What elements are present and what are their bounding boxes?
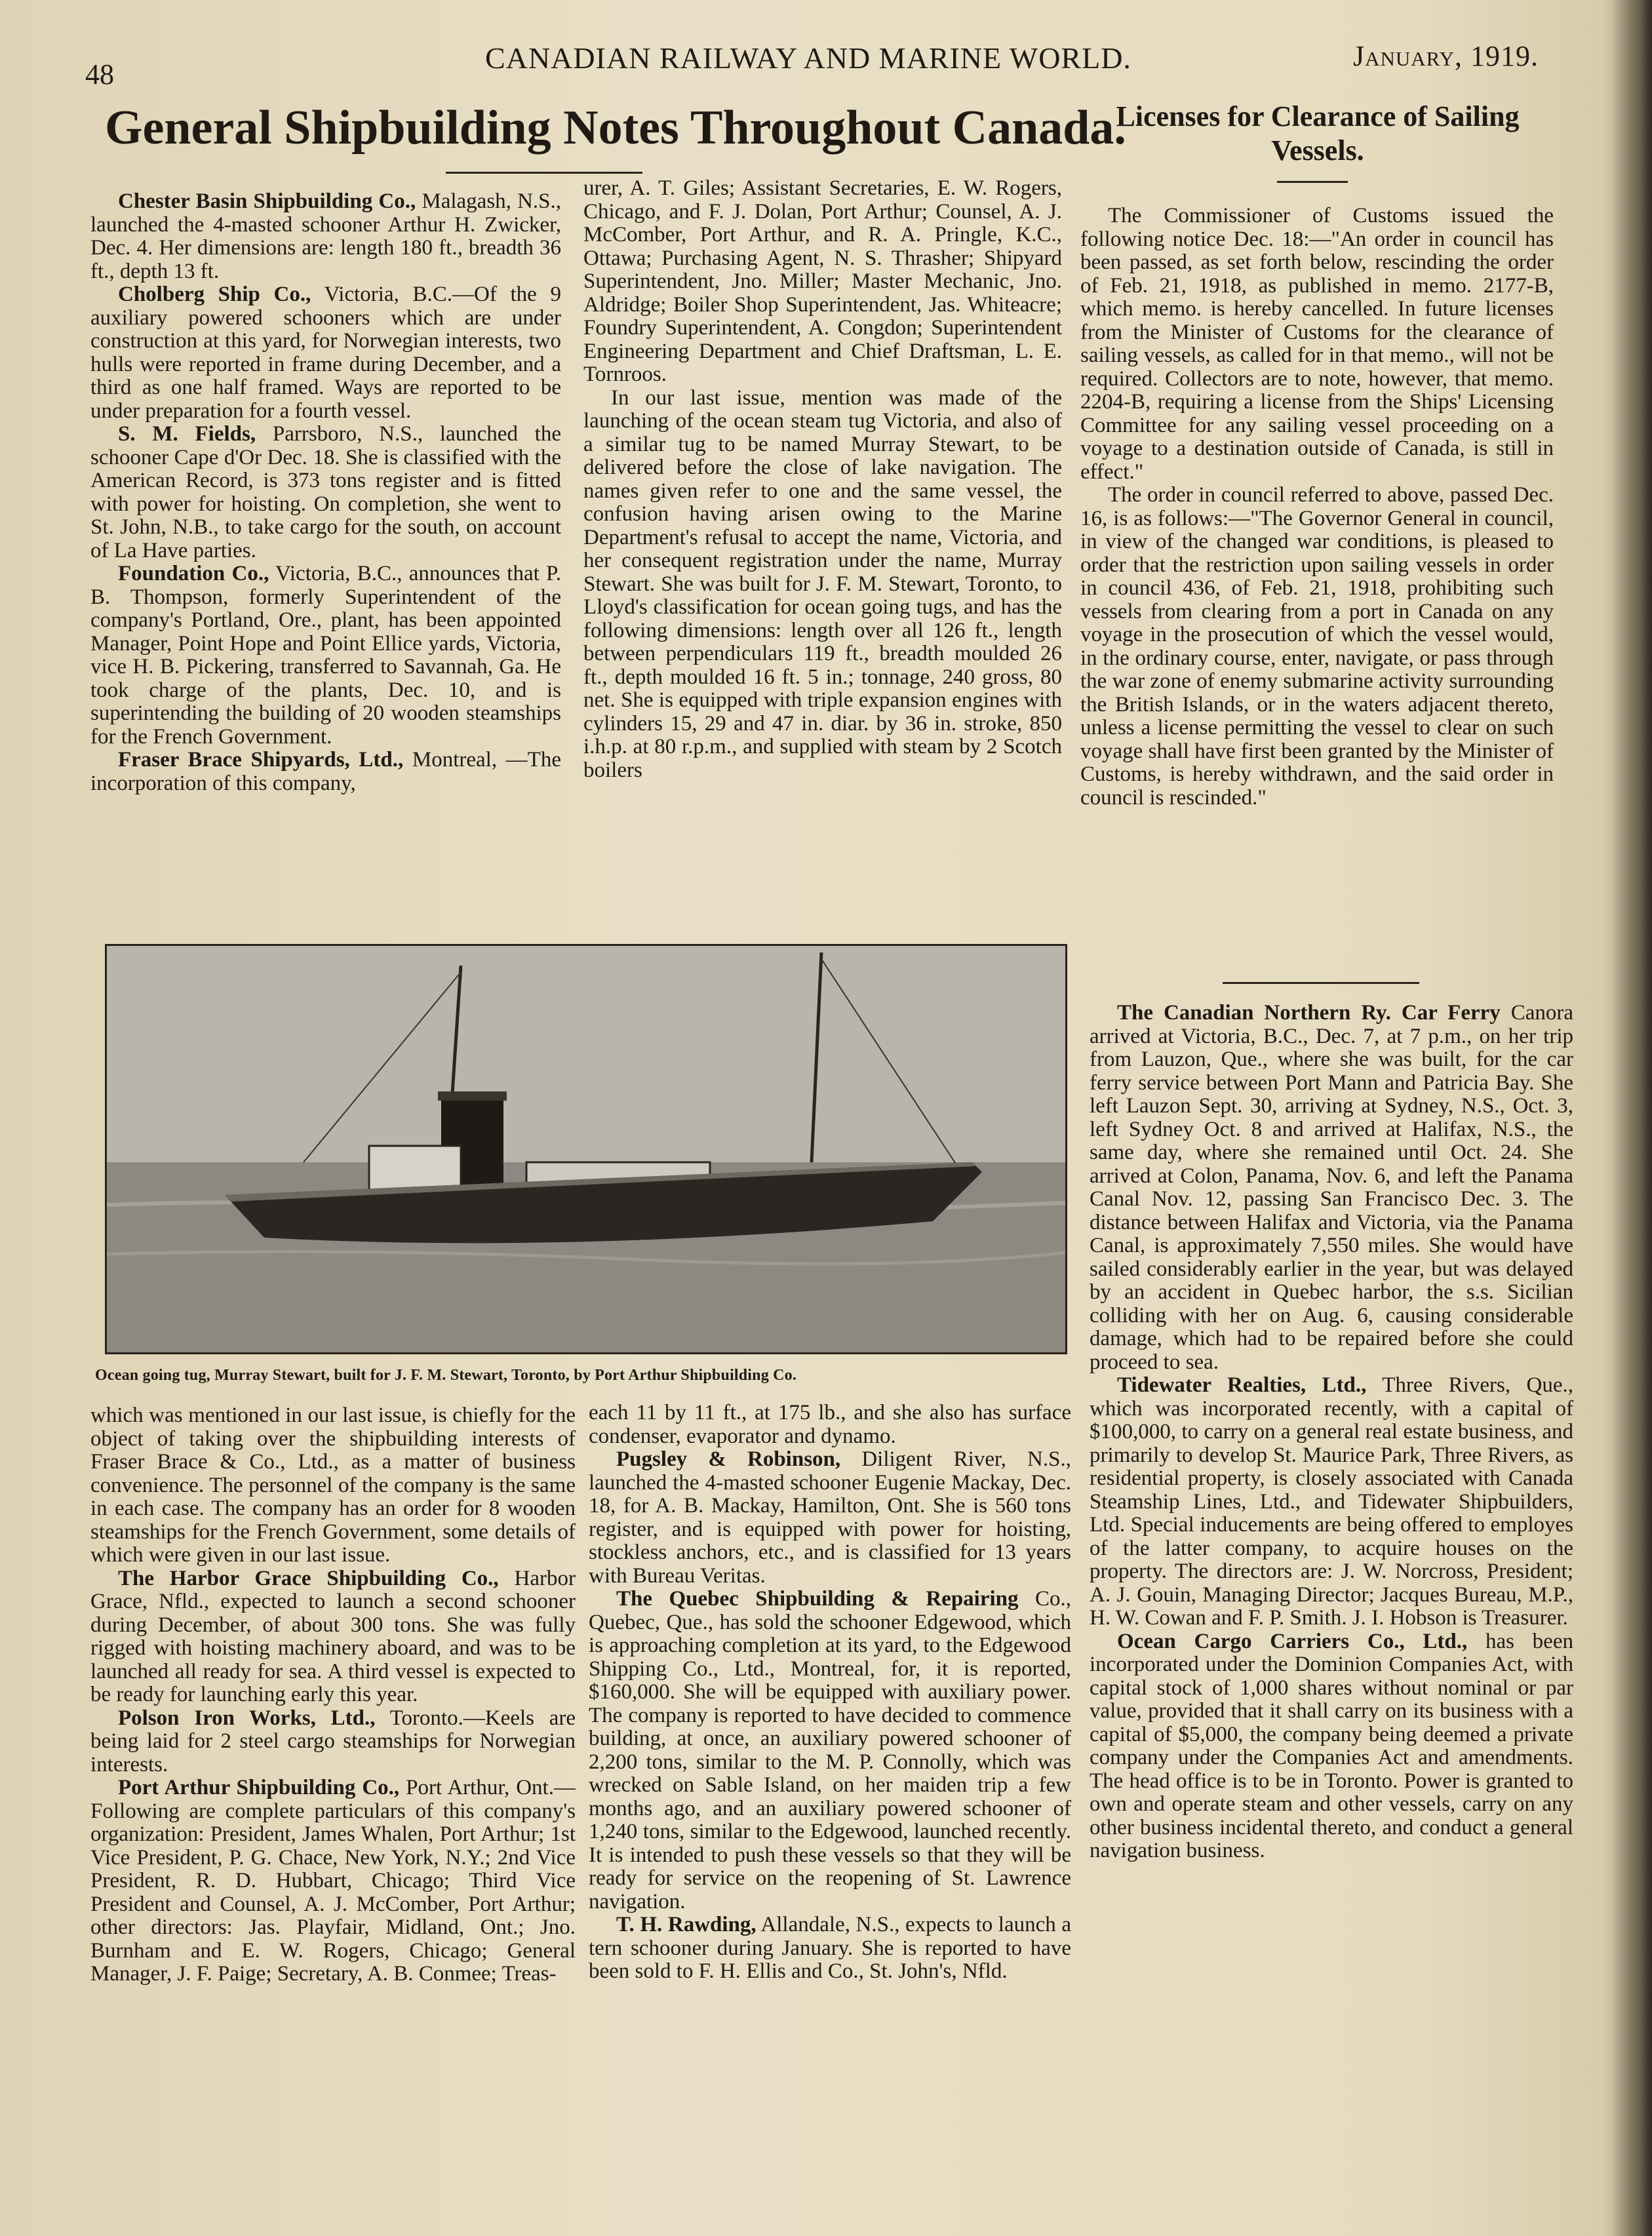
page-number: 48 xyxy=(85,58,114,90)
column-2 xyxy=(583,177,1062,970)
paragraph-text: urer, A. T. Giles; Assistant Secretaries, E. W. Rogers, Chicago, and F. J. Dolan, Port Arthur; Counsel, A. J. McComber, Port Arthur, and R. A. Pringle, K.C., Ottawa; Purchasing Agent, N. S. Thrasher; Shipyard Superintendent, Jno. Miller; Master Mechanic, Jno. Aldridge; Boiler Shop Superintendent, Jas. Whiteacre; Foundry Superintendent, A. Congdon; Superintendent Engineering Department and Chief Draftsman, L. E. Tornroos. xyxy=(583,177,1062,386)
main-article-title: General Shipbuilding Notes Throughout Canada. xyxy=(105,101,1126,155)
paragraph-text: Three Rivers, Que., which was incorporated recently, with a capital of $100,000, to carry on a general real estate business, and primarily to develop St. Maurice Park, Three Rivers, as residential property, is closely associated with Canada Steamship Lines, Ltd., and Tidewater Shipbuilders, Ltd. Special inducements are being offered to employes of the latter company, to acquire houses on the property. The directors are: J. W. Norcross, President; A. J. Gouin, Managing Director; Jacques Bureau, M.P., H. W. Cowan and F. P. Smith. J. I. Hobson is Treasurer. xyxy=(1090,1373,1573,1630)
paragraph xyxy=(589,1402,1071,1448)
paragraph xyxy=(90,423,561,562)
paragraph xyxy=(1090,1002,1573,1374)
paragraph-text: In our last issue, mention was made of the launching of the ocean steam tug Victoria, and also of a similar tug to be named Murray Stewart, to be delivered before the close of lake navigation. The names given refer to one and the same vessel, the confusion having arisen owing to the Marine Department's refusal to accept the name, Victoria, and her consequent registration under the name, Murray Stewart. She was built for J. F. M. Stewart, Toronto, to Lloyd's classification for ocean going tugs, and has the following dimensions: length over all 126 ft., length between perpendiculars 119 ft., breadth moulded 26 ft., depth moulded 16 ft. 5 in.; tonnage, 240 gross, 80 net. She is equipped with triple expansion engines with cylinders 15, 29 and 47 in. diar. by 36 in. stroke, 850 i.h.p. at 80 r.p.m., and supplied with steam by 2 Scotch boilers xyxy=(583,385,1062,782)
paragraph-lead: Fraser Brace Shipyards, Ltd., xyxy=(118,748,404,772)
tug-photograph xyxy=(105,944,1067,1354)
paragraph-lead: Foundation Co., xyxy=(118,562,269,585)
paragraph xyxy=(1090,1630,1573,1863)
paragraph-text: Malagash, N.S., launched the 4-masted schooner Arthur H. Zwicker, Dec. 4. Her dimensions are: length 180 ft., breadth 36 ft., depth 13 ft. xyxy=(90,190,561,283)
paragraph-text: has been incorporated under the Dominion Companies Act, with capital stock of 1,000 shares without nominal or par value, provided that it shall carry on its business with a capital of $5,000, the company being deemed a private company under the Companies Act and amendments. The head office is to be in Toronto. Power is granted to own and operate steam and other vessels, carry on any other business incidental thereto, and conduct a general navigation business. xyxy=(1090,1629,1573,1862)
paragraph-text: which was mentioned in our last issue, is chiefly for the object of taking over the shipbuilding interests of Fraser Brace & Co., Ltd., as a matter of business convenience. The personnel of the company is the same in each case. The company has an order for 8 wooden steamships for the French Government, some details of which were given in our last issue. xyxy=(90,1404,576,1567)
paragraph xyxy=(1080,484,1554,810)
page-edge-shadow xyxy=(1613,0,1652,2236)
issue-date: January, 1919. xyxy=(1353,40,1539,72)
column-4 xyxy=(90,1404,576,2201)
paragraph xyxy=(589,1448,1071,1588)
paragraph-text: Allandale, N.S., expects to launch a tern schooner during January. She is reported to have been sold to F. H. Ellis and Co., St. John's, Nfld. xyxy=(589,1913,1071,1983)
title-divider xyxy=(446,172,642,174)
paragraph-lead: Pugsley & Robinson, xyxy=(616,1447,841,1471)
paragraph xyxy=(589,1913,1071,1984)
paragraph xyxy=(90,1567,576,1707)
column-3 xyxy=(1080,205,1554,971)
column-5 xyxy=(589,1402,1071,2198)
paragraph xyxy=(1080,205,1554,484)
paragraph xyxy=(90,190,561,283)
paragraph-text: Toronto.—Keels are being laid for 2 steel cargo steamships for Norwegian interests. xyxy=(90,1706,576,1776)
paragraph-lead: Chester Basin Shipbuilding Co., xyxy=(118,190,416,213)
paragraph-text: Diligent River, N.S., launched the 4-masted schooner Eugenie Mackay, Dec. 18, for A. B. Mackay, Hamilton, Ont. She is 560 tons register, and is equipped with power for hoisting, stockless anchors, etc., and is classified for 13 years with Bureau Veritas. xyxy=(589,1447,1071,1588)
paragraph-lead: Ocean Cargo Carriers Co., Ltd., xyxy=(1117,1629,1468,1653)
paragraph-text: Port Arthur, Ont.—Following are complete particulars of this company's organization: President, James Whalen, Port Arthur; 1st Vice President, P. G. Chace, New York, N.Y.; 2nd Vice President, R. D. Hubbart, Chicago; Third Vice President and Counsel, A. J. McComber, Port Arthur; other directors: Jas. Playfair, Midland, Ont.; Jno. Burnham and E. W. Rogers, Chicago; General Manager, J. F. Paige; Secretary, A. B. Conmee; Treas- xyxy=(90,1776,576,1986)
paragraph-text: Parrsboro, N.S., launched the schooner Cape d'Or Dec. 18. She is classified with the American Record, is 373 tons register and is fitted with power for hoisting. On completion, she went to St. John, N.B., to take cargo for the south, on account of La Have parties. xyxy=(90,422,561,562)
paragraph-text: each 11 by 11 ft., at 175 lb., and she also has surface condenser, evaporator and dynamo. xyxy=(589,1402,1071,1448)
paragraph-lead: Port Arthur Shipbuilding Co., xyxy=(118,1776,400,1799)
paragraph-text: Victoria, B.C., announces that P. B. Thompson, formerly Superintendent of the company's Portland, Ore., plant, has been appointed Manager, Point Hope and Point Ellice yards, Victoria, vice H. B. Pickering, transferred to Savannah, Ga. He took charge of the plants, Dec. 10, and is superintending the building of 20 wooden steamships for the French Government. xyxy=(90,562,561,749)
side-article-title: Licenses for Clearance of Sailing Vessels. xyxy=(1116,100,1520,167)
paragraph xyxy=(1090,1374,1573,1630)
paragraph-text: Canora arrived at Victoria, B.C., Dec. 7, at 7 p.m., on her trip from Lauzon, Que., where she was built, for the car ferry service between Port Mann and Patricia Bay. She left Lauzon Sept. 30, arriving at Sydney, N.S., Oct. 3, left Sydney Oct. 8 and arrived at Halifax, N.S., the same day, where she remained until Oct. 24. She arrived at Colon, Panama, Nov. 6, and left the Panama Canal Nov. 12, passing San Francisco Dec. 3. The distance between Halifax and Victoria, via the Panama Canal, is approximately 7,550 miles. She would have sailed considerably earlier in the year, but was delayed by an accident in Quebec harbor, the s.s. Sicilian colliding with her on Aug. 6, causing considerable damage, which had to be repaired before she could proceed to sea. xyxy=(1090,1002,1573,1374)
paragraph xyxy=(90,562,561,749)
paragraph-text: Victoria, B.C.—Of the 9 auxiliary powered schooners which are under construction at this yard, for Norwegian interests, two hulls were reported in frame during December, and a third as one half framed. Ways are reported to be under preparation for a fourth vessel. xyxy=(90,283,561,423)
section-divider xyxy=(1223,982,1419,984)
side-title-divider xyxy=(1277,181,1348,183)
paragraph xyxy=(589,1588,1071,1913)
paragraph-lead: Tidewater Realties, Ltd., xyxy=(1117,1373,1367,1397)
paragraph-text: The Commissioner of Customs issued the following notice Dec. 18:—"An order in council has been passed, as set forth below, rescinding the order of Feb. 21, 1918, as published in memo. 2177-B, which memo. is hereby cancelled. In future licenses from the Minister of Customs for the clearance of sailing vessels, as called for in that memo., will not be required. Collectors are to note, however, that memo. 2204-B, requiring a license from the Ships' Licensing Committee for any sailing vessel proceeding on a voyage to a destination outside of Canada, is still in effect." xyxy=(1080,205,1554,484)
paragraph xyxy=(90,283,561,423)
paragraph-lead: The Canadian Northern Ry. Car Ferry xyxy=(1117,1002,1501,1025)
paragraph xyxy=(583,387,1062,783)
paragraph-lead: The Harbor Grace Shipbuilding Co., xyxy=(118,1566,499,1590)
photo-caption: Ocean going tug, Murray Stewart, built for J. F. M. Stewart, Toronto, by Port Arthur Shipbuilding Co. xyxy=(95,1367,797,1384)
paragraph-text: The order in council referred to above, passed Dec. 16, is as follows:—"The Governor General in council, in view of the changed war conditions, is pleased to order that the restriction upon sailing vessels in order in council 436, of Feb. 21, 1918, prohibiting such vessels from clearing from a port in Canada on any voyage in the prosecution of which the vessel would, in the ordinary course, enter, navigate, or pass through the war zone of enemy submarine activity surrounding the British Islands, or in the waters adjacent thereto, unless a license permitting the vessel to clear on such voyage shall have first been granted by the Minister of Customs, is hereby withdrawn, and the said order in council is rescinded." xyxy=(1080,483,1554,810)
paragraph xyxy=(90,749,561,795)
paragraph-lead: Polson Iron Works, Ltd., xyxy=(118,1706,376,1730)
paragraph-text: Montreal, —The incorporation of this company, xyxy=(90,748,561,795)
paragraph-lead: T. H. Rawding, xyxy=(616,1913,757,1936)
tug-illustration xyxy=(107,946,1065,1352)
paragraph-lead: The Quebec Shipbuilding & Repairing xyxy=(616,1587,1019,1611)
paragraph-lead: S. M. Fields, xyxy=(118,422,256,446)
paragraph-lead: Cholberg Ship Co., xyxy=(118,283,311,306)
paragraph-text: Co., Quebec, Que., has sold the schooner Edgewood, which is approaching completion at its yard, to the Edgewood Shipping Co., Ltd., Montreal, for, it is reported, $160,000. She will be equipped with auxiliary power. The company is reported to have decided to commence building, at once, an auxiliary powered schooner of 2,200 tons, similar to the M. P. Connolly, which was wrecked on Sable Island, on her maiden trip a few months ago, and an auxiliary powered schooner of 1,240 tons, similar to the Edgewood, launched recently. It is intended to push these vessels so that they will be ready for service on the reopening of St. Lawrence navigation. xyxy=(589,1587,1071,1913)
paragraph xyxy=(583,177,1062,387)
paragraph-text: Harbor Grace, Nfld., expected to launch a second schooner during December, of about 300 tons. She was fully rigged with hoisting machinery aboard, and was to be launched all ready for sea. A third vessel is expected to be ready for launching early this year. xyxy=(90,1566,576,1706)
paragraph xyxy=(90,1404,576,1567)
paragraph xyxy=(90,1776,576,1986)
paragraph xyxy=(90,1707,576,1777)
publication-title: CANADIAN RAILWAY AND MARINE WORLD. xyxy=(485,41,1131,75)
column-6 xyxy=(1090,1002,1573,2142)
column-1 xyxy=(90,190,561,970)
